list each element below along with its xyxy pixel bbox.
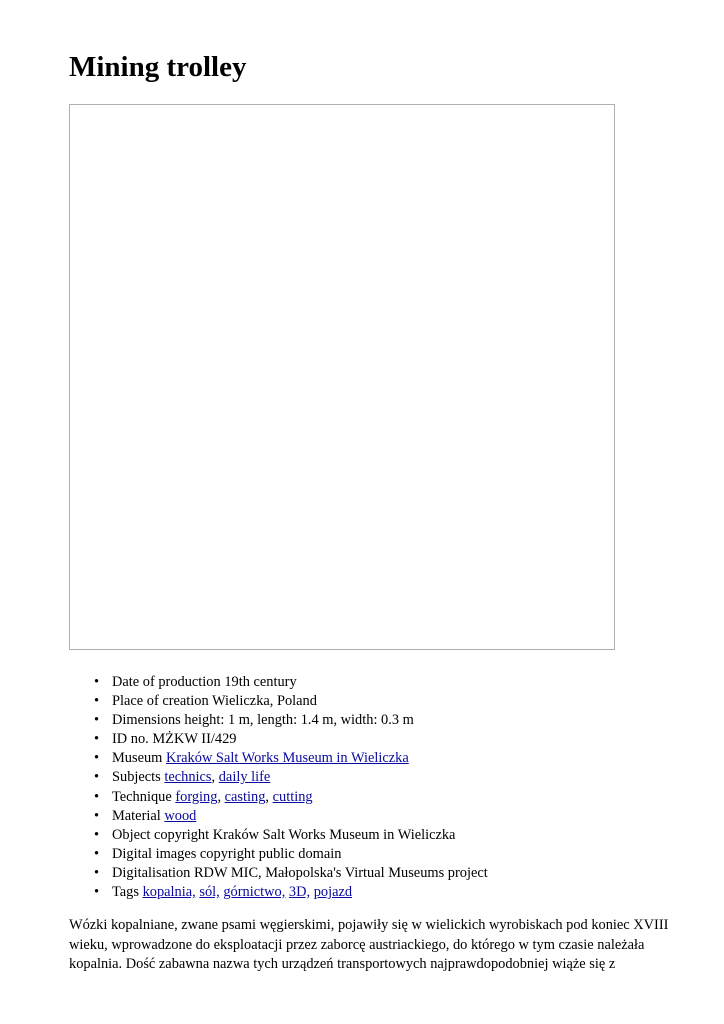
technique-link-forging[interactable]: forging (175, 788, 218, 805)
object-details-list (69, 673, 488, 902)
detail-label: Date of production (112, 674, 221, 690)
detail-museum (69, 749, 488, 768)
detail-label: ID no. (112, 731, 149, 748)
detail-label: Place of creation (112, 693, 209, 710)
detail-label: Dimensions (112, 712, 181, 729)
tag-link-pojazd[interactable]: pojazd (313, 884, 353, 901)
page-title: Mining trolley (69, 51, 247, 83)
tag-link-sol[interactable]: sól, (199, 884, 220, 901)
museum-link[interactable]: Kraków Salt Works Museum in Wieliczka (165, 750, 409, 767)
subject-link-technics[interactable]: technics (164, 769, 212, 786)
detail-label: Material (112, 807, 161, 824)
detail-id (69, 730, 488, 749)
detail-date (69, 673, 488, 692)
detail-value: RDW MIC, Małopolska's Virtual Museums project (193, 864, 488, 881)
detail-label: Subjects (112, 769, 161, 786)
description-paragraph: Wózki kopalniane, zwane psami węgierskimi, pojawiły się w wielickich wyrobiskach pod koniec XVIII wieku, wprowadzone do eksploatacji przez zaborcę austriackiego, do którego w tym czasie należała kopalnia. Dość zabawna nazwa tych urządzeń transportowych najprawdopodobniej wiąże się z (69, 917, 669, 972)
detail-label: Museum (112, 750, 163, 767)
technique-link-cutting[interactable]: cutting (272, 788, 313, 805)
detail-object-copyright (69, 826, 488, 845)
detail-label: Tags (112, 884, 139, 901)
detail-value: MŻKW II/429 (152, 731, 237, 748)
technique-link-casting[interactable]: casting (224, 788, 266, 805)
detail-label: Technique (112, 788, 172, 805)
detail-images-copyright (69, 845, 488, 864)
detail-value: Kraków Salt Works Museum in Wieliczka (212, 826, 456, 843)
tag-link-kopalnia[interactable]: kopalnia, (142, 884, 196, 901)
material-link-wood[interactable]: wood (164, 807, 197, 824)
tag-link-gornictwo[interactable]: górnictwo, (223, 884, 286, 901)
detail-subjects: • Subjects technics, daily life (69, 768, 488, 787)
detail-value: public domain (258, 845, 342, 862)
detail-digitalisation (69, 864, 488, 883)
detail-value: 19th century (224, 674, 297, 690)
tag-link-3d[interactable]: 3D, (288, 884, 311, 901)
detail-label: Digitalisation (112, 864, 191, 881)
subject-link-daily-life[interactable]: daily life (218, 769, 271, 786)
detail-place (69, 692, 488, 711)
object-image-placeholder (69, 104, 615, 650)
detail-value: Wieliczka, Poland (212, 693, 317, 710)
detail-technique: • Technique forging, casting, cutting (69, 788, 488, 807)
detail-material (69, 807, 488, 826)
detail-dimensions (69, 711, 488, 730)
detail-label: Object copyright (112, 826, 210, 843)
detail-tags (69, 883, 488, 902)
detail-label: Digital images copyright (112, 845, 256, 862)
detail-value: height: 1 m, length: 1.4 m, width: 0.3 m (184, 712, 414, 729)
